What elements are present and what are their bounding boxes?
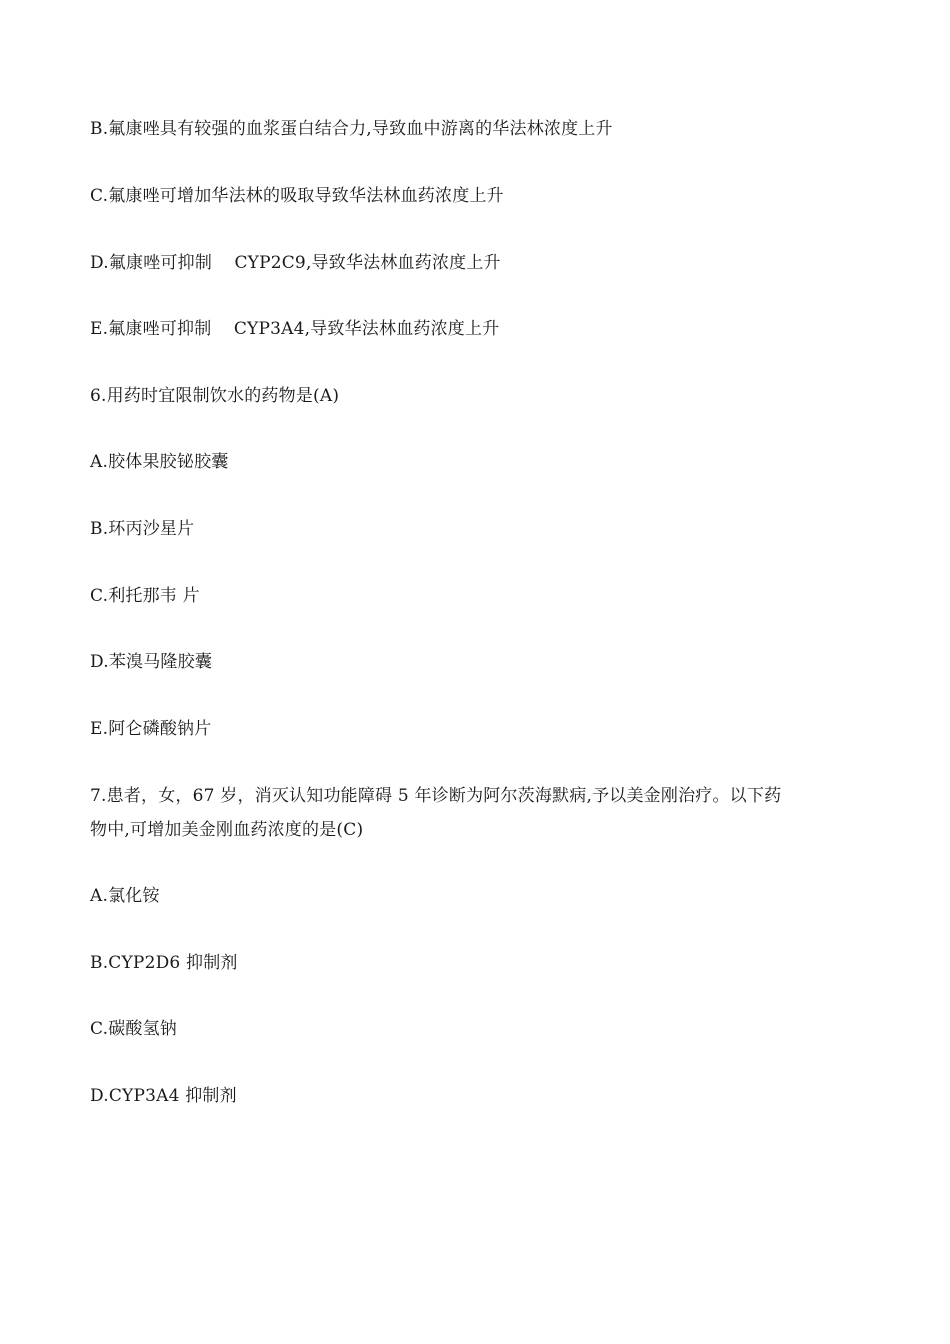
question-7-text-line-1: 7.患者，女，67 岁，消灭认知功能障碍 5 年诊断为阿尔茨海默病,予以美金刚治疗。以下药 xyxy=(90,786,782,806)
question-7-option-d: D.CYP3A4 抑制剂 xyxy=(90,1086,237,1106)
question-6-option-b: B.环丙沙星片 xyxy=(90,519,195,539)
question-7-option-b: B.CYP2D6 抑制剂 xyxy=(90,953,238,973)
question-6-option-d: D.苯溴马隆胶囊 xyxy=(90,652,213,672)
question-6-option-e: E.阿仑磷酸钠片 xyxy=(90,719,212,739)
option-b-fluconazole-protein-binding: B.氟康唑具有较强的血浆蛋白结合力,导致血中游离的华法林浓度上升 xyxy=(90,119,613,139)
option-d-fluconazole-cyp2c9: D.氟康唑可抑制 CYP2C9,导致华法林血药浓度上升 xyxy=(90,253,501,273)
question-6-option-c: C.利托那韦 片 xyxy=(90,586,200,606)
option-e-fluconazole-cyp3a4: E.氟康唑可抑制 CYP3A4,导致华法林血药浓度上升 xyxy=(90,319,500,339)
question-7-text-line-2: 物中,可增加美金刚血药浓度的是(C) xyxy=(90,820,364,840)
option-c-fluconazole-absorption: C.氟康唑可增加华法林的吸取导致华法林血药浓度上升 xyxy=(90,186,504,206)
question-6-option-a: A.胶体果胶铋胶囊 xyxy=(90,452,229,472)
question-7-option-a: A.氯化铵 xyxy=(90,886,160,906)
question-7-option-c: C.碳酸氢钠 xyxy=(90,1019,178,1039)
question-6-text: 6.用药时宜限制饮水的药物是(A) xyxy=(90,386,340,406)
